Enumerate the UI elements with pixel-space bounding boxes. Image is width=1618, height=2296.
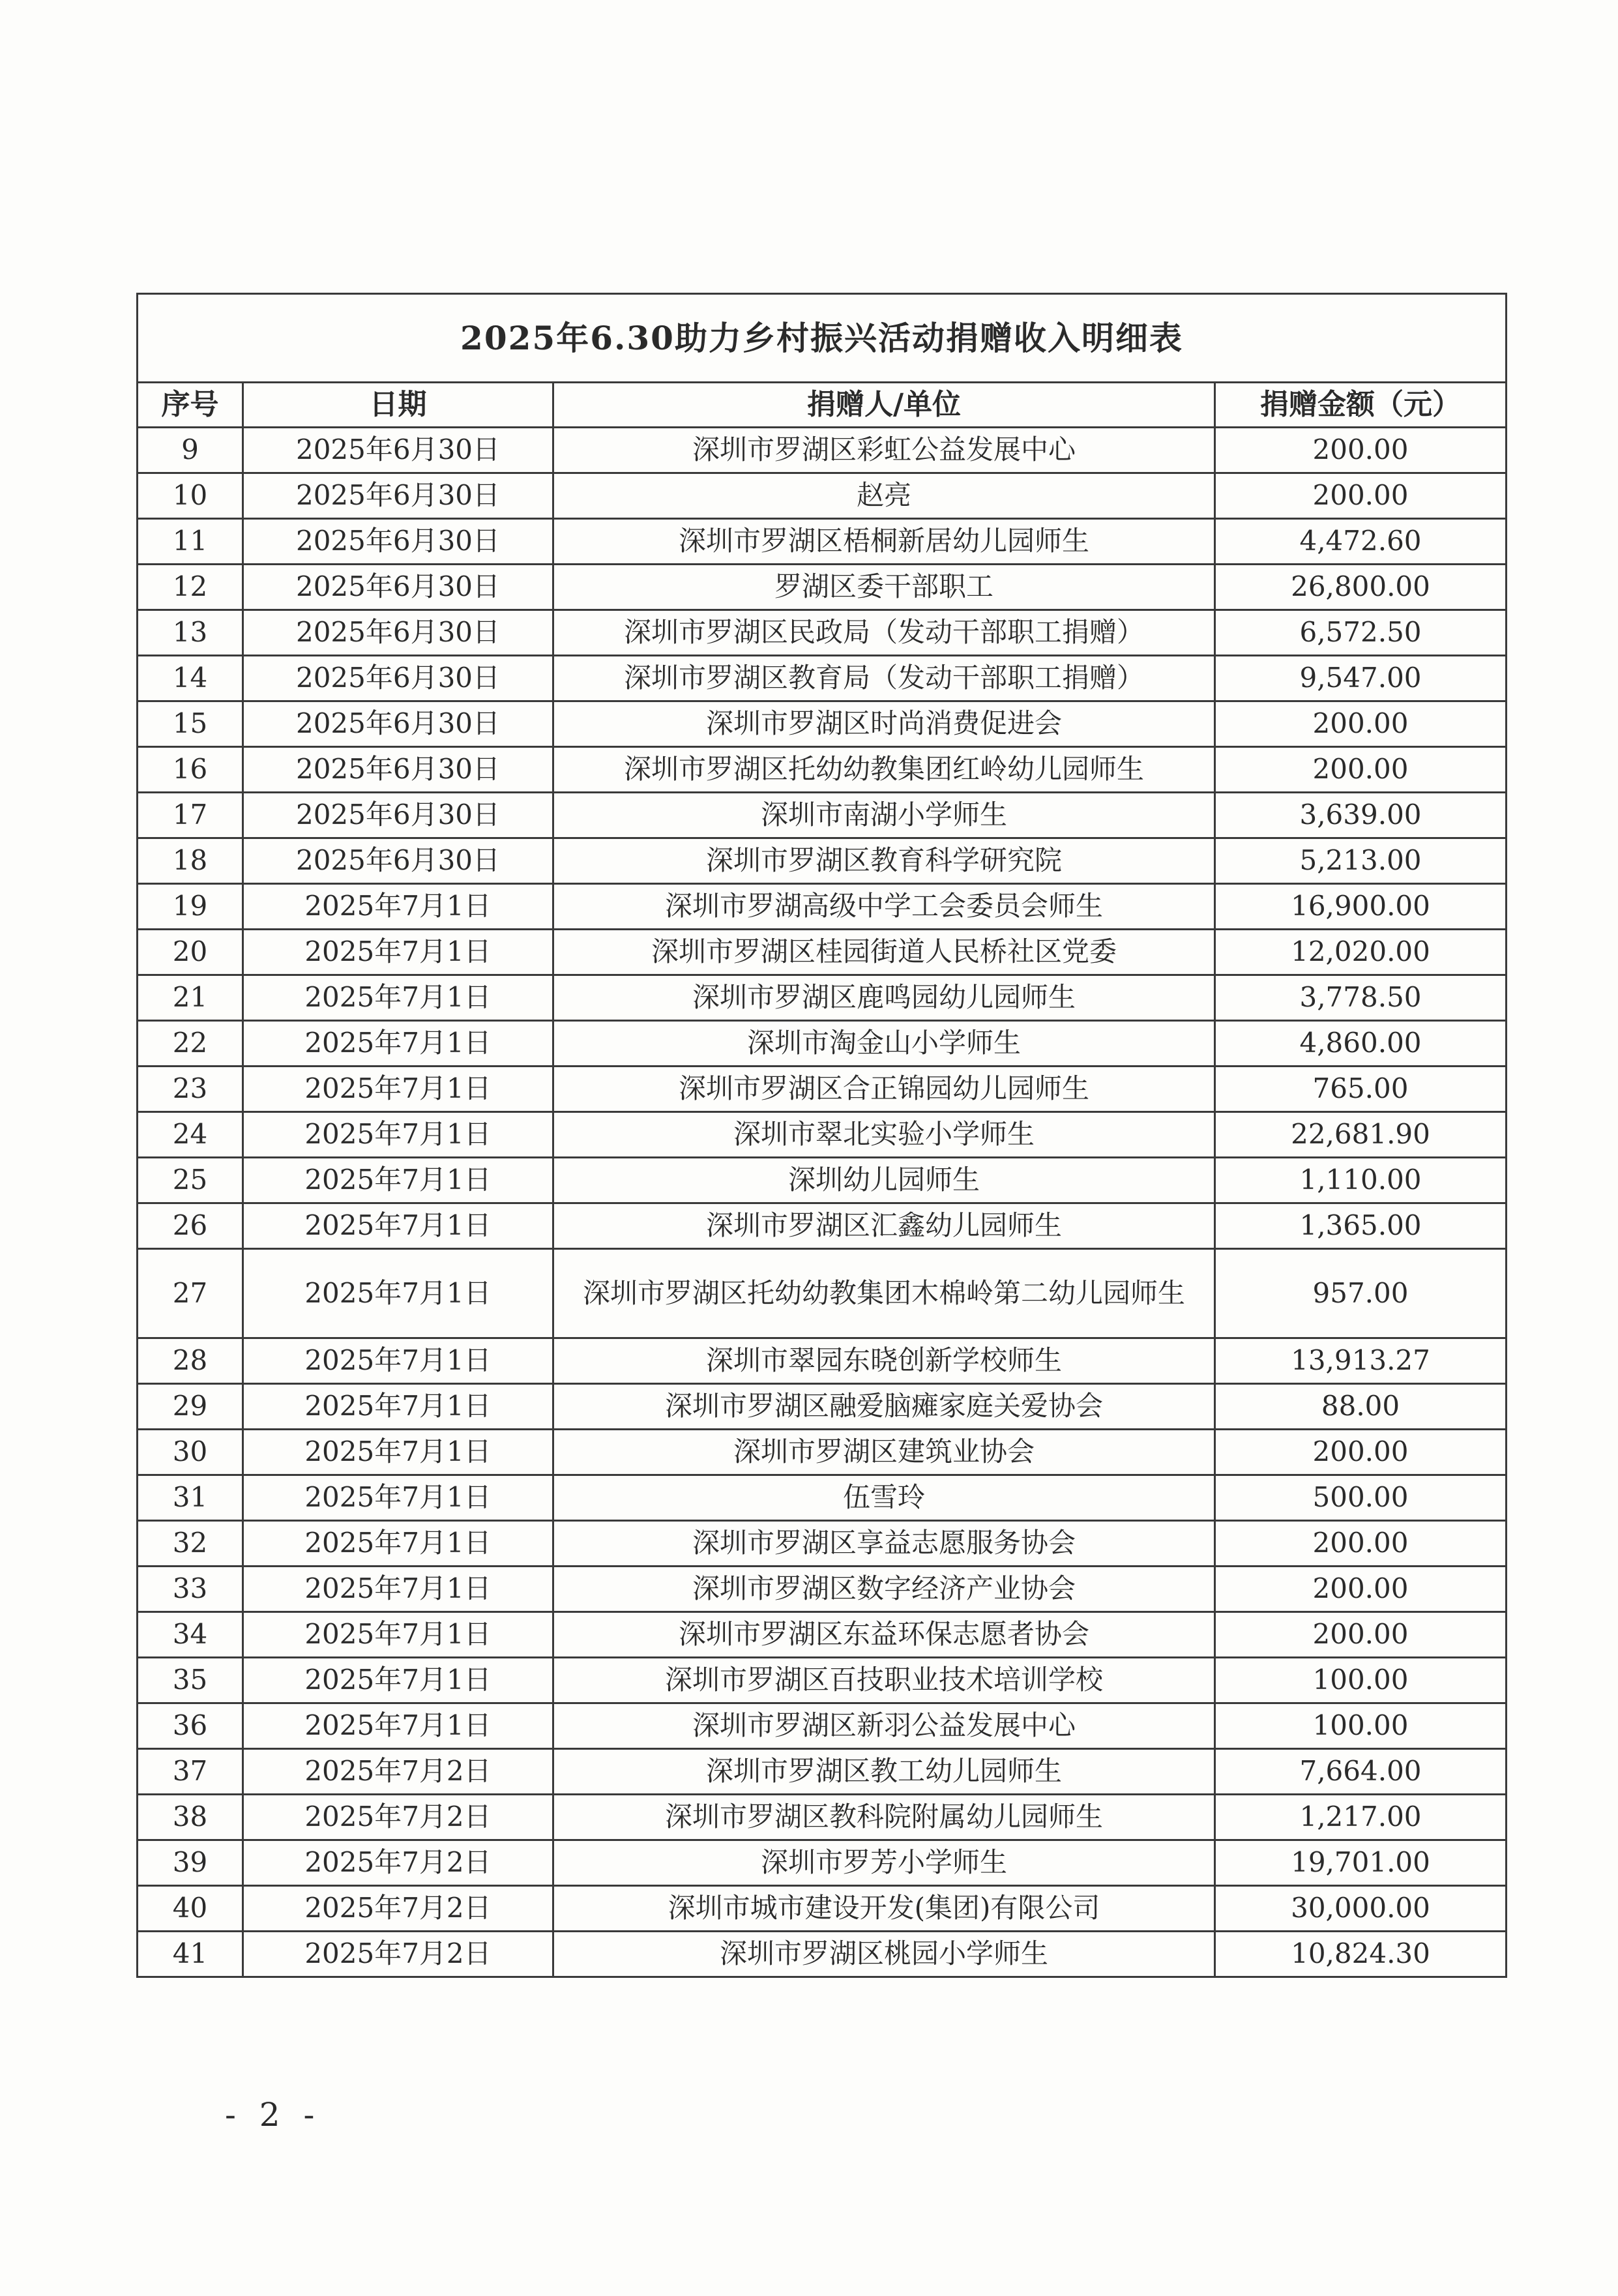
cell-donor: 深圳市罗湖区教工幼儿园师生: [553, 1749, 1215, 1795]
cell-amount: 200.00: [1215, 428, 1507, 473]
cell-amount: 200.00: [1215, 747, 1507, 793]
cell-no: 16: [138, 747, 243, 793]
cell-date: 2025年6月30日: [243, 519, 553, 565]
cell-donor: 深圳市罗湖区时尚消费促进会: [553, 701, 1215, 747]
cell-donor: 深圳市罗湖区教育科学研究院: [553, 838, 1215, 884]
cell-date: 2025年6月30日: [243, 610, 553, 656]
table-row: [138, 1203, 1507, 1249]
cell-donor: 深圳市罗湖区享益志愿服务协会: [553, 1521, 1215, 1567]
table-row: [138, 1384, 1507, 1430]
cell-date: 2025年6月30日: [243, 656, 553, 701]
cell-date: 2025年6月30日: [243, 428, 553, 473]
table-row: [138, 1430, 1507, 1475]
cell-date: 2025年6月30日: [243, 747, 553, 793]
cell-date: 2025年7月1日: [243, 1067, 553, 1112]
table-row: [138, 610, 1507, 656]
cell-donor: 深圳市罗湖区教育局（发动干部职工捐赠）: [553, 656, 1215, 701]
cell-donor: 深圳市罗湖区汇鑫幼儿园师生: [553, 1203, 1215, 1249]
cell-amount: 500.00: [1215, 1475, 1507, 1521]
cell-date: 2025年7月1日: [243, 1567, 553, 1612]
table-row: [138, 1112, 1507, 1158]
cell-amount: 13,913.27: [1215, 1338, 1507, 1384]
cell-donor: 深圳市罗湖区数字经济产业协会: [553, 1567, 1215, 1612]
cell-amount: 7,664.00: [1215, 1749, 1507, 1795]
cell-no: 30: [138, 1430, 243, 1475]
cell-no: 38: [138, 1795, 243, 1840]
cell-date: 2025年7月1日: [243, 1338, 553, 1384]
cell-amount: 1,365.00: [1215, 1203, 1507, 1249]
cell-donor: 深圳市罗湖区民政局（发动干部职工捐赠）: [553, 610, 1215, 656]
table-row: [138, 747, 1507, 793]
table-row: [138, 1567, 1507, 1612]
cell-donor: 深圳市淘金山小学师生: [553, 1021, 1215, 1067]
cell-donor: 深圳市罗湖区百技职业技术培训学校: [553, 1658, 1215, 1703]
table-row: [138, 838, 1507, 884]
table-row: [138, 930, 1507, 975]
table-row: [138, 473, 1507, 519]
cell-amount: 200.00: [1215, 1521, 1507, 1567]
cell-no: 20: [138, 930, 243, 975]
cell-no: 39: [138, 1840, 243, 1886]
cell-date: 2025年7月2日: [243, 1886, 553, 1932]
cell-date: 2025年7月2日: [243, 1795, 553, 1840]
cell-date: 2025年7月1日: [243, 1384, 553, 1430]
cell-donor: 深圳市罗湖区融爱脑瘫家庭关爱协会: [553, 1384, 1215, 1430]
cell-no: 25: [138, 1158, 243, 1203]
cell-amount: 12,020.00: [1215, 930, 1507, 975]
header-amount: 捐赠金额（元）: [1215, 383, 1507, 428]
header-date: 日期: [243, 383, 553, 428]
cell-amount: 9,547.00: [1215, 656, 1507, 701]
cell-amount: 100.00: [1215, 1703, 1507, 1749]
cell-no: 37: [138, 1749, 243, 1795]
cell-donor: 深圳市城市建设开发(集团)有限公司: [553, 1886, 1215, 1932]
cell-no: 35: [138, 1658, 243, 1703]
cell-amount: 3,778.50: [1215, 975, 1507, 1021]
table-row: [138, 884, 1507, 930]
cell-no: 14: [138, 656, 243, 701]
cell-date: 2025年6月30日: [243, 793, 553, 838]
cell-no: 15: [138, 701, 243, 747]
cell-amount: 22,681.90: [1215, 1112, 1507, 1158]
table-row: [138, 975, 1507, 1021]
cell-amount: 30,000.00: [1215, 1886, 1507, 1932]
cell-date: 2025年7月2日: [243, 1749, 553, 1795]
cell-donor: 深圳市罗湖区新羽公益发展中心: [553, 1703, 1215, 1749]
cell-amount: 200.00: [1215, 1567, 1507, 1612]
cell-donor: 深圳市翠园东晓创新学校师生: [553, 1338, 1215, 1384]
cell-amount: 957.00: [1215, 1249, 1507, 1338]
table-row: [138, 1067, 1507, 1112]
cell-date: 2025年7月1日: [243, 1475, 553, 1521]
table-header-row: [138, 383, 1507, 428]
cell-donor: 深圳市罗湖区彩虹公益发展中心: [553, 428, 1215, 473]
cell-date: 2025年6月30日: [243, 838, 553, 884]
cell-amount: 26,800.00: [1215, 565, 1507, 610]
cell-donor: 深圳幼儿园师生: [553, 1158, 1215, 1203]
cell-donor: 深圳市罗湖高级中学工会委员会师生: [553, 884, 1215, 930]
cell-amount: 19,701.00: [1215, 1840, 1507, 1886]
cell-no: 17: [138, 793, 243, 838]
cell-amount: 1,110.00: [1215, 1158, 1507, 1203]
cell-donor: 深圳市罗湖区东益环保志愿者协会: [553, 1612, 1215, 1658]
cell-amount: 6,572.50: [1215, 610, 1507, 656]
cell-donor: 深圳市罗湖区桃园小学师生: [553, 1932, 1215, 1977]
table-row: [138, 1840, 1507, 1886]
cell-no: 21: [138, 975, 243, 1021]
cell-no: 33: [138, 1567, 243, 1612]
cell-amount: 200.00: [1215, 701, 1507, 747]
cell-date: 2025年7月1日: [243, 1430, 553, 1475]
cell-donor: 深圳市罗湖区托幼幼教集团木棉岭第二幼儿园师生: [553, 1249, 1215, 1338]
cell-no: 40: [138, 1886, 243, 1932]
cell-no: 12: [138, 565, 243, 610]
table-title: 2025年6.30助力乡村振兴活动捐赠收入明细表: [138, 294, 1507, 383]
table-row: [138, 1886, 1507, 1932]
table-row: [138, 1475, 1507, 1521]
cell-no: 28: [138, 1338, 243, 1384]
cell-amount: 10,824.30: [1215, 1932, 1507, 1977]
cell-date: 2025年6月30日: [243, 473, 553, 519]
cell-donor: 深圳市罗芳小学师生: [553, 1840, 1215, 1886]
cell-no: 19: [138, 884, 243, 930]
table-row: [138, 565, 1507, 610]
cell-date: 2025年6月30日: [243, 565, 553, 610]
cell-no: 24: [138, 1112, 243, 1158]
cell-amount: 200.00: [1215, 1430, 1507, 1475]
cell-no: 32: [138, 1521, 243, 1567]
table-row: [138, 1338, 1507, 1384]
cell-no: 11: [138, 519, 243, 565]
cell-date: 2025年7月1日: [243, 930, 553, 975]
cell-donor: 深圳市罗湖区梧桐新居幼儿园师生: [553, 519, 1215, 565]
cell-amount: 16,900.00: [1215, 884, 1507, 930]
cell-no: 18: [138, 838, 243, 884]
cell-donor: 伍雪玲: [553, 1475, 1215, 1521]
cell-no: 13: [138, 610, 243, 656]
cell-date: 2025年7月1日: [243, 1203, 553, 1249]
cell-donor: 赵亮: [553, 473, 1215, 519]
donation-table: [136, 293, 1507, 1978]
cell-donor: 罗湖区委干部职工: [553, 565, 1215, 610]
cell-donor: 深圳市翠北实验小学师生: [553, 1112, 1215, 1158]
table-row: [138, 1749, 1507, 1795]
cell-date: 2025年7月1日: [243, 1658, 553, 1703]
page-number: - 2 -: [225, 2096, 321, 2134]
cell-amount: 100.00: [1215, 1658, 1507, 1703]
cell-date: 2025年7月2日: [243, 1932, 553, 1977]
cell-no: 29: [138, 1384, 243, 1430]
header-donor: 捐赠人/单位: [553, 383, 1215, 428]
cell-no: 9: [138, 428, 243, 473]
cell-amount: 3,639.00: [1215, 793, 1507, 838]
cell-donor: 深圳市罗湖区教科院附属幼儿园师生: [553, 1795, 1215, 1840]
table-row: [138, 701, 1507, 747]
cell-amount: 200.00: [1215, 473, 1507, 519]
table-row: [138, 656, 1507, 701]
cell-donor: 深圳市罗湖区托幼幼教集团红岭幼儿园师生: [553, 747, 1215, 793]
cell-no: 31: [138, 1475, 243, 1521]
cell-date: 2025年7月1日: [243, 1158, 553, 1203]
cell-amount: 200.00: [1215, 1612, 1507, 1658]
cell-no: 36: [138, 1703, 243, 1749]
cell-no: 10: [138, 473, 243, 519]
table-row: [138, 1795, 1507, 1840]
cell-date: 2025年7月2日: [243, 1840, 553, 1886]
table-row: [138, 1703, 1507, 1749]
cell-no: 34: [138, 1612, 243, 1658]
cell-date: 2025年7月1日: [243, 1112, 553, 1158]
cell-donor: 深圳市罗湖区桂园街道人民桥社区党委: [553, 930, 1215, 975]
table-row: [138, 1158, 1507, 1203]
cell-date: 2025年7月1日: [243, 1703, 553, 1749]
cell-date: 2025年7月1日: [243, 1249, 553, 1338]
cell-date: 2025年7月1日: [243, 975, 553, 1021]
header-no: 序号: [138, 383, 243, 428]
cell-amount: 4,472.60: [1215, 519, 1507, 565]
cell-date: 2025年7月1日: [243, 884, 553, 930]
table-row: [138, 1932, 1507, 1977]
cell-donor: 深圳市罗湖区鹿鸣园幼儿园师生: [553, 975, 1215, 1021]
table-row: [138, 428, 1507, 473]
cell-no: 22: [138, 1021, 243, 1067]
cell-no: 41: [138, 1932, 243, 1977]
cell-amount: 5,213.00: [1215, 838, 1507, 884]
cell-amount: 765.00: [1215, 1067, 1507, 1112]
table-row: [138, 1658, 1507, 1703]
table-row: [138, 1521, 1507, 1567]
cell-amount: 1,217.00: [1215, 1795, 1507, 1840]
table-row: [138, 1612, 1507, 1658]
cell-date: 2025年7月1日: [243, 1521, 553, 1567]
cell-amount: 88.00: [1215, 1384, 1507, 1430]
cell-donor: 深圳市罗湖区建筑业协会: [553, 1430, 1215, 1475]
table-row: [138, 1021, 1507, 1067]
table-row: [138, 1249, 1507, 1338]
cell-donor: 深圳市罗湖区合正锦园幼儿园师生: [553, 1067, 1215, 1112]
cell-date: 2025年7月1日: [243, 1021, 553, 1067]
cell-no: 26: [138, 1203, 243, 1249]
table-row: [138, 519, 1507, 565]
cell-no: 27: [138, 1249, 243, 1338]
cell-date: 2025年7月1日: [243, 1612, 553, 1658]
cell-amount: 4,860.00: [1215, 1021, 1507, 1067]
cell-date: 2025年6月30日: [243, 701, 553, 747]
cell-donor: 深圳市南湖小学师生: [553, 793, 1215, 838]
cell-no: 23: [138, 1067, 243, 1112]
table-row: [138, 793, 1507, 838]
